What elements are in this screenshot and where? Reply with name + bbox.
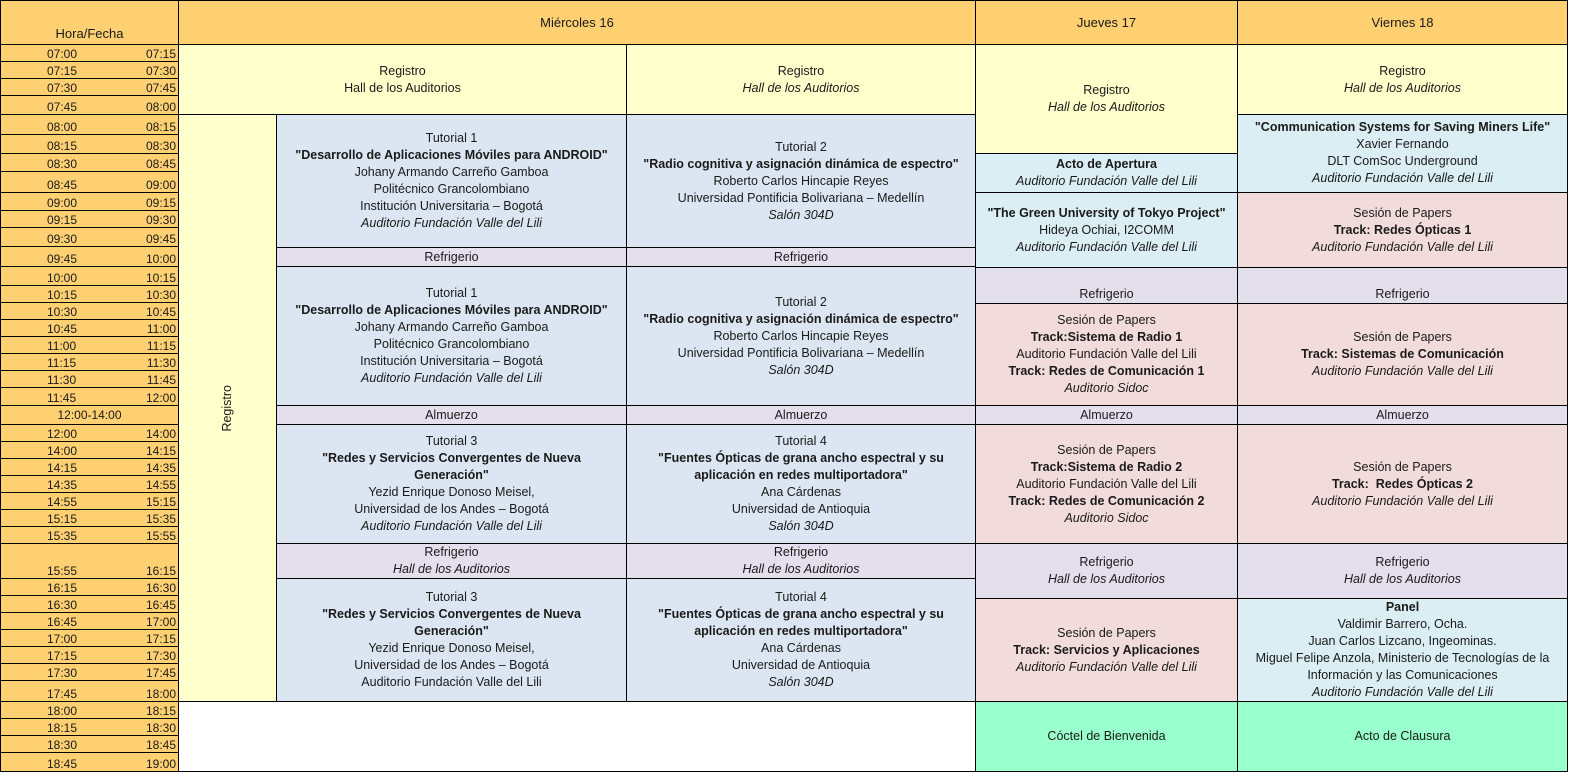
time-slot <box>0 459 179 476</box>
wed-tutorial4-pm <box>627 425 976 544</box>
time-start: 11:30 <box>47 373 77 387</box>
thu-almuerzo <box>976 406 1238 425</box>
time-end: 17:45 <box>145 666 176 680</box>
tutorial-title: "Radio cognitiva y asignación dinámica de espectro" <box>643 311 959 326</box>
time-start: 16:45 <box>47 615 78 629</box>
time-slot <box>0 337 179 354</box>
time-slot <box>0 647 179 664</box>
fri-clausura <box>1238 702 1568 772</box>
time-end: 10:45 <box>145 305 176 319</box>
tutorial-label: Tutorial 4 <box>775 590 827 604</box>
time-end: 08:45 <box>145 157 176 171</box>
thu-refrigerio <box>976 268 1238 304</box>
time-slot <box>0 596 179 613</box>
time-slot <box>0 630 179 647</box>
session-track: Track: Redes de Comunicación 2 <box>1008 493 1205 508</box>
tutorial-speaker: Johany Armando Carreño Gamboa <box>354 320 549 334</box>
refrigerio-label: Refrigerio <box>1079 555 1134 569</box>
header-day-thursday-label: Jueves 17 <box>1076 15 1137 30</box>
time-start: 18:15 <box>47 721 78 735</box>
time-end: 18:00 <box>145 687 176 701</box>
header-day-friday-label: Viernes 18 <box>1371 15 1434 30</box>
time-slot <box>0 442 179 459</box>
time-start: 15:15 <box>47 512 78 526</box>
time-slot <box>0 544 179 579</box>
time-end: 07:30 <box>145 64 176 78</box>
time-start: 10:00 <box>47 271 78 285</box>
time-slot <box>0 702 179 719</box>
session-track: Track: Servicios y Aplicaciones <box>1013 642 1200 657</box>
time-slot <box>0 579 179 596</box>
session-track: Track: Redes de Comunicación 1 <box>1008 364 1205 378</box>
session-track: Track: Sistemas de Comunicación <box>1301 347 1504 361</box>
time-slot <box>0 45 179 62</box>
time-slot <box>0 135 179 154</box>
tutorial-speaker: Ana Cárdenas <box>761 641 841 655</box>
session-label: Sesión de Papers <box>1353 330 1452 344</box>
wed-almuerzo-b <box>627 406 976 425</box>
wed-registro-a <box>179 45 627 115</box>
time-end: 15:55 <box>145 529 176 543</box>
fri-sesion-papers-2 <box>1238 304 1568 406</box>
tutorial-org: Universidad Pontificia Bolivariana – Medellín <box>677 190 925 205</box>
time-start: 08:15 <box>47 139 78 153</box>
session-track: Track:Sistema de Radio 2 <box>1030 459 1183 474</box>
tutorial-org: Universidad de los Andes – Bogotá <box>354 502 549 516</box>
tutorial-org: Politécnico Grancolombiano <box>373 182 530 196</box>
session-place: Auditorio Fundación Valle del Lili <box>1312 239 1493 254</box>
time-start: 10:15 <box>47 288 78 302</box>
thu-apertura <box>976 154 1238 193</box>
tutorial-speaker: Ana Cárdenas <box>761 485 841 499</box>
fri-registro <box>1238 45 1568 115</box>
time-start: 09:30 <box>47 232 78 246</box>
tutorial-speaker: Yezid Enrique Donoso Meisel, <box>368 485 535 499</box>
thu-apertura-title: Acto de Apertura <box>1056 157 1157 171</box>
header-day-wednesday <box>179 0 976 45</box>
time-start: 16:30 <box>47 598 78 612</box>
time-slot <box>0 62 179 79</box>
tutorial-place: Salón 304D <box>768 207 834 222</box>
tutorial-org: Universidad de los Andes – Bogotá <box>354 658 549 672</box>
refrigerio-label: Refrigerio <box>773 249 829 264</box>
wed-tutorial4-pm2 <box>627 579 976 702</box>
fri-registro-title: Registro <box>1379 63 1426 78</box>
time-end: 08:15 <box>145 120 176 134</box>
panelist: Valdimir Barrero, Ocha. <box>1337 617 1468 631</box>
tutorial-place: Auditorio Fundación Valle del Lili <box>361 519 542 533</box>
fri-refrigerio <box>1238 268 1568 304</box>
time-start: 12:00-14:00 <box>57 408 122 422</box>
refrigerio-place: Hall de los Auditorios <box>1048 572 1165 586</box>
keynote-title: "The Green University of Tokyo Project" <box>987 205 1226 220</box>
tutorial-title: "Fuentes Ópticas de grana ancho espectral y su aplicación en redes multiportadora" <box>658 607 944 638</box>
panel-title: Panel <box>1385 600 1420 614</box>
almuerzo-label: Almuerzo <box>425 407 478 422</box>
tutorial-place: Auditorio Fundación Valle del Lili <box>361 675 542 689</box>
time-end: 11:15 <box>146 339 176 353</box>
time-start: 07:00 <box>47 47 78 61</box>
tutorial-title: "Desarrollo de Aplicaciones Móviles para ANDROID" <box>295 303 608 317</box>
time-slot <box>0 267 179 286</box>
header-day-thursday <box>976 0 1238 45</box>
wed-refrigerio-hall-b <box>627 544 976 579</box>
time-end: 11:00 <box>146 322 176 336</box>
time-start: 14:35 <box>47 478 78 492</box>
time-start: 09:00 <box>47 196 78 210</box>
session-track: Track:Sistema de Radio 1 <box>1030 330 1183 344</box>
thu-sesion-papers-2 <box>976 425 1238 544</box>
time-start: 15:55 <box>47 564 78 578</box>
time-slot <box>0 493 179 510</box>
session-track: Track: Redes Ópticas 2 <box>1331 476 1474 491</box>
tutorial-place: Auditorio Fundación Valle del Lili <box>361 371 542 385</box>
keynote-org: DLT ComSoc Underground <box>1327 154 1478 168</box>
session-place: Auditorio Fundación Valle del Lili <box>1312 364 1493 378</box>
refrigerio-label: Refrigerio <box>1375 555 1430 569</box>
header-hora-fecha <box>0 0 179 45</box>
time-end: 11:45 <box>146 373 176 387</box>
wed-evening-empty <box>179 702 976 772</box>
tutorial-label: Tutorial 2 <box>775 139 827 154</box>
tutorial-place: Salón 304D <box>768 675 834 689</box>
time-end: 15:35 <box>145 512 176 526</box>
thu-registro <box>976 45 1238 154</box>
tutorial-org: Universidad de Antioquia <box>731 658 871 672</box>
time-end: 16:45 <box>145 598 176 612</box>
tutorial-title: "Fuentes Ópticas de grana ancho espectral y su aplicación en redes multiportadora" <box>658 451 944 482</box>
session-place: Auditorio Fundación Valle del Lili <box>1016 659 1197 674</box>
time-end: 09:15 <box>145 196 176 210</box>
panelist: Juan Carlos Lizcano, Ingeominas. <box>1308 634 1497 648</box>
wed-refrigerio-a <box>277 248 627 267</box>
keynote-speaker: Xavier Fernando <box>1356 137 1449 151</box>
fri-panel <box>1238 599 1568 702</box>
time-end: 16:30 <box>145 581 176 595</box>
tutorial-label: Tutorial 3 <box>425 590 478 604</box>
header-hora-fecha-label: Hora/Fecha <box>55 26 124 41</box>
tutorial-speaker: Roberto Carlos Hincapie Reyes <box>713 173 889 188</box>
thu-sesion-papers-3 <box>976 599 1238 702</box>
time-slot <box>0 154 179 172</box>
time-slot <box>0 211 179 228</box>
time-slot <box>0 681 179 702</box>
time-end: 09:30 <box>145 213 176 227</box>
time-slot <box>0 79 179 96</box>
time-slot <box>0 193 179 211</box>
time-end: 17:30 <box>145 649 176 663</box>
thu-refrigerio-hall <box>976 544 1238 599</box>
fri-refrigerio-hall <box>1238 544 1568 599</box>
time-end: 19:00 <box>145 757 176 771</box>
fri-sesion-papers-1 <box>1238 193 1568 268</box>
time-start: 17:15 <box>47 649 78 663</box>
time-start: 08:30 <box>47 157 78 171</box>
time-slot <box>0 172 179 193</box>
tutorial-place: Salón 304D <box>768 519 834 533</box>
tutorial-org: Universidad Pontificia Bolivariana – Medellín <box>677 345 925 360</box>
keynote-place: Auditorio Fundación Valle del Lili <box>1312 171 1493 185</box>
wed-tutorial2-am2 <box>627 267 976 406</box>
refrigerio-label: Refrigerio <box>1079 287 1134 301</box>
time-slot <box>0 510 179 527</box>
time-slot <box>0 476 179 493</box>
time-end: 16:15 <box>145 564 176 578</box>
almuerzo-label: Almuerzo <box>774 407 828 422</box>
time-slot <box>0 228 179 247</box>
time-start: 08:45 <box>47 178 78 192</box>
wed-registro-b <box>627 45 976 115</box>
session-place: Auditorio Sidoc <box>1064 510 1149 525</box>
wed-registro-a-place: Hall de los Auditorios <box>344 80 461 95</box>
wed-tutorial3-pm2 <box>277 579 627 702</box>
time-start: 14:00 <box>47 444 78 458</box>
tutorial-title: "Radio cognitiva y asignación dinámica de espectro" <box>643 156 959 171</box>
thu-apertura-place: Auditorio Fundación Valle del Lili <box>1016 174 1197 188</box>
tutorial-org: Universidad de Antioquia <box>731 502 871 516</box>
tutorial-label: Tutorial 2 <box>775 294 827 309</box>
time-start: 17:45 <box>47 687 78 701</box>
tutorial-place: Auditorio Fundación Valle del Lili <box>361 216 542 230</box>
time-start: 18:30 <box>47 738 78 752</box>
time-end: 18:15 <box>145 704 176 718</box>
fri-registro-place: Hall de los Auditorios <box>1344 80 1461 95</box>
session-label: Sesión de Papers <box>1057 313 1156 327</box>
tutorial-speaker: Yezid Enrique Donoso Meisel, <box>368 641 535 655</box>
time-end: 14:15 <box>145 444 176 458</box>
wed-almuerzo-a <box>277 406 627 425</box>
time-end: 15:15 <box>145 495 176 509</box>
wed-registro-b-place: Hall de los Auditorios <box>742 80 860 95</box>
time-end: 10:00 <box>145 252 176 266</box>
time-slot <box>0 406 179 425</box>
time-start: 16:15 <box>47 581 78 595</box>
time-slot <box>0 719 179 736</box>
session-place: Auditorio Fundación Valle del Lili <box>1016 347 1197 361</box>
time-start: 07:45 <box>47 100 78 114</box>
time-end: 18:45 <box>145 738 176 752</box>
time-start: 17:00 <box>47 632 78 646</box>
session-label: Sesión de Papers <box>1057 442 1156 457</box>
tutorial-label: Tutorial 4 <box>775 434 827 448</box>
time-start: 10:30 <box>47 305 78 319</box>
tutorial-title: "Redes y Servicios Convergentes de Nueva Generación" <box>322 451 581 482</box>
session-place: Auditorio Fundación Valle del Lili <box>1312 493 1493 508</box>
time-slot <box>0 736 179 753</box>
session-track: Track: Redes Ópticas 1 <box>1333 222 1472 237</box>
time-end: 07:15 <box>145 47 176 61</box>
time-start: 18:45 <box>47 757 78 771</box>
header-day-friday <box>1238 0 1568 45</box>
time-end: 10:15 <box>145 271 176 285</box>
time-end: 11:30 <box>146 356 176 370</box>
time-end: 17:00 <box>145 615 176 629</box>
thu-coctel <box>976 702 1238 772</box>
refrigerio-label: Refrigerio <box>1375 287 1430 301</box>
tutorial-org: Institución Universitaria – Bogotá <box>360 199 543 213</box>
refrigerio-label: Refrigerio <box>424 249 479 264</box>
session-place: Auditorio Sidoc <box>1064 381 1149 395</box>
session-label: Sesión de Papers <box>1353 459 1452 474</box>
fri-keynote-miners <box>1238 115 1568 193</box>
wed-tutorial2-am <box>627 115 976 248</box>
refrigerio-place: Hall de los Auditorios <box>742 562 860 576</box>
wed-registro-a-title: Registro <box>379 63 426 78</box>
tutorial-label: Tutorial 1 <box>425 286 478 300</box>
keynote-title: "Communication Systems for Saving Miners Life" <box>1254 120 1551 134</box>
wed-tutorial3-pm <box>277 425 627 544</box>
refrigerio-label: Refrigerio <box>424 545 479 559</box>
wed-registro-b-title: Registro <box>777 63 825 78</box>
time-start: 09:45 <box>47 252 78 266</box>
time-end: 14:55 <box>145 478 176 492</box>
fri-almuerzo <box>1238 406 1568 425</box>
time-slot <box>0 320 179 337</box>
almuerzo-label: Almuerzo <box>1376 407 1429 422</box>
time-start: 10:45 <box>47 322 78 336</box>
tutorial-title: "Desarrollo de Aplicaciones Móviles para ANDROID" <box>295 148 608 162</box>
time-end: 14:35 <box>145 461 176 475</box>
session-label: Sesión de Papers <box>1353 205 1452 220</box>
time-slot <box>0 613 179 630</box>
time-end: 08:30 <box>145 139 176 153</box>
time-start: 07:15 <box>47 64 78 78</box>
time-start: 14:15 <box>47 461 78 475</box>
time-slot <box>0 425 179 442</box>
time-slot <box>0 247 179 267</box>
wed-tutorial1-am <box>277 115 627 248</box>
time-end: 08:00 <box>145 100 176 114</box>
tutorial-org: Politécnico Grancolombiano <box>373 337 530 351</box>
keynote-place: Auditorio Fundación Valle del Lili <box>1016 239 1197 254</box>
session-place: Auditorio Fundación Valle del Lili <box>1016 476 1197 491</box>
tutorial-label: Tutorial 3 <box>425 434 478 448</box>
tutorial-org: Institución Universitaria – Bogotá <box>360 354 543 368</box>
fri-sesion-papers-3 <box>1238 425 1568 544</box>
time-start: 15:35 <box>47 529 78 543</box>
session-label: Sesión de Papers <box>1057 625 1156 640</box>
thu-registro-title: Registro <box>1083 83 1130 97</box>
refrigerio-label: Refrigerio <box>773 545 829 559</box>
wed-tutorial1-am2 <box>277 267 627 406</box>
almuerzo-label: Almuerzo <box>1080 407 1133 422</box>
time-end: 14:00 <box>145 427 176 441</box>
panelist: Miguel Felipe Anzola, Ministerio de Tecnologías de la Información y las Comunicaciones <box>1255 651 1550 682</box>
time-start: 14:55 <box>47 495 78 509</box>
time-slot <box>0 371 179 388</box>
wed-registro-vertical-label: Registro <box>220 384 234 432</box>
time-slot <box>0 303 179 320</box>
time-slot <box>0 753 179 772</box>
time-start: 12:00 <box>47 427 78 441</box>
keynote-speaker: Hideya Ochiai, I2COMM <box>1039 222 1174 237</box>
header-day-wednesday-label: Miércoles 16 <box>540 15 614 30</box>
time-slot <box>0 96 179 115</box>
wed-refrigerio-b <box>627 248 976 267</box>
tutorial-title: "Redes y Servicios Convergentes de Nueva Generación" <box>322 607 581 638</box>
time-end: 17:15 <box>145 632 176 646</box>
panel-place: Auditorio Fundación Valle del Lili <box>1312 685 1493 699</box>
time-end: 09:00 <box>145 178 176 192</box>
time-start: 18:00 <box>47 704 78 718</box>
time-slot <box>0 664 179 681</box>
refrigerio-place: Hall de los Auditorios <box>393 562 510 576</box>
time-slot <box>0 527 179 544</box>
tutorial-label: Tutorial 1 <box>425 131 478 145</box>
time-slot <box>0 354 179 371</box>
tutorial-place: Salón 304D <box>768 362 834 377</box>
time-end: 09:45 <box>145 232 176 246</box>
time-end: 07:45 <box>145 81 176 95</box>
time-start: 08:00 <box>47 120 78 134</box>
refrigerio-place: Hall de los Auditorios <box>1344 572 1461 586</box>
time-slot <box>0 115 179 135</box>
time-end: 18:30 <box>145 721 176 735</box>
wed-refrigerio-hall-a <box>277 544 627 579</box>
time-start: 11:15 <box>47 356 77 370</box>
time-end: 12:00 <box>145 391 176 405</box>
clausura-label: Acto de Clausura <box>1354 729 1451 743</box>
time-start: 09:15 <box>47 213 78 227</box>
tutorial-speaker: Roberto Carlos Hincapie Reyes <box>713 328 889 343</box>
time-end: 10:30 <box>145 288 176 302</box>
tutorial-speaker: Johany Armando Carreño Gamboa <box>354 165 549 179</box>
wed-registro-vertical <box>179 115 277 702</box>
thu-registro-place: Hall de los Auditorios <box>1048 100 1165 114</box>
time-start: 07:30 <box>47 81 78 95</box>
time-slot <box>0 286 179 303</box>
time-start: 11:00 <box>47 339 77 353</box>
thu-sesion-papers-1 <box>976 304 1238 406</box>
time-start: 17:30 <box>47 666 78 680</box>
coctel-label: Cóctel de Bienvenida <box>1047 729 1166 743</box>
time-start: 11:45 <box>47 391 77 405</box>
time-slot <box>0 388 179 406</box>
thu-keynote-green <box>976 193 1238 268</box>
